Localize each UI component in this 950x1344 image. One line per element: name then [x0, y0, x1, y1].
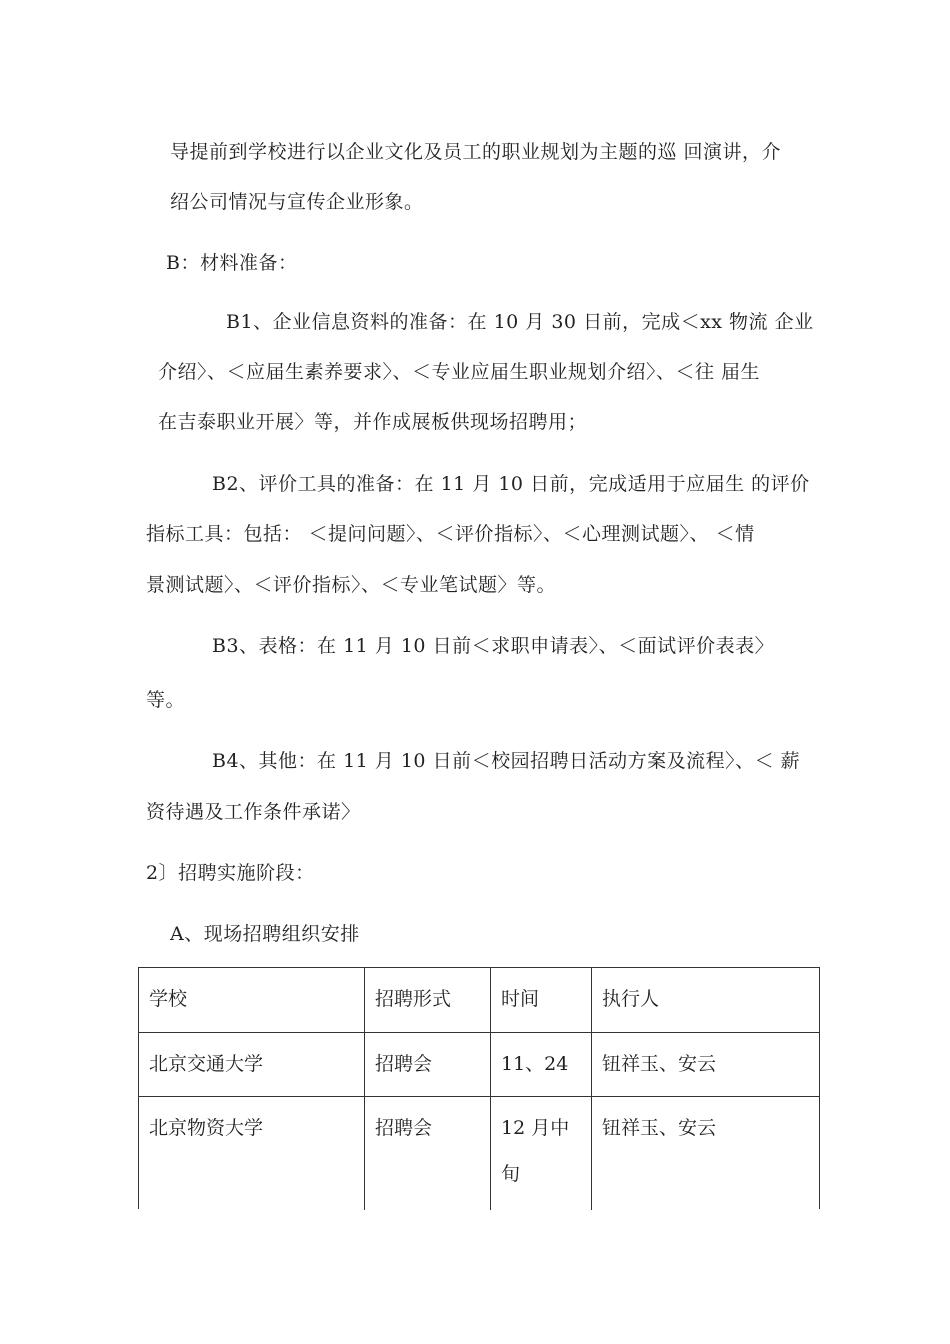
paragraph-line: B4、其他：在 11 月 10 日前＜校园招聘日活动方案及流程〉、＜ 薪: [212, 750, 801, 772]
section-heading: A、现场招聘组织安排: [170, 923, 360, 945]
paragraph-line: 介绍〉、＜应届生素养要求〉、＜专业应届生职业规划介绍〉、＜往 届生: [158, 361, 761, 383]
section-heading: 2〕招聘实施阶段：: [146, 862, 315, 884]
paragraph-line: B3、表格：在 11 月 10 日前＜求职申请表〉、＜面试评价表表〉: [212, 635, 775, 657]
paragraph-line: 等。: [146, 689, 186, 711]
table-row: [139, 1033, 819, 1097]
table-cell: 11、24: [490, 1033, 591, 1096]
section-heading: B：材料准备：: [166, 252, 298, 274]
paragraph-line: 指标工具：包括： ＜提问问题〉、＜评价指标〉、＜心理测试题〉、 ＜情: [146, 523, 755, 545]
paragraph-line: 资待遇及工作条件承诺〉: [146, 801, 361, 823]
paragraph-line: 导提前到学校进行以企业文化及员工的职业规划为主题的巡 回演讲，介: [170, 141, 782, 163]
table-cell: 12 月中旬: [490, 1097, 591, 1210]
table-cell: 招聘会: [364, 1097, 490, 1210]
paragraph-line: B2、评价工具的准备：在 11 月 10 日前，完成适用于应届生 的评价: [212, 473, 810, 495]
table-cell: 钮祥玉、安云: [591, 1033, 819, 1096]
table-row: [139, 1097, 819, 1210]
table-header-cell: 执行人: [591, 968, 819, 1032]
table-cell: 北京物资大学: [149, 1117, 264, 1139]
table-header-cell: 招聘形式: [364, 968, 490, 1032]
table-header-row: [139, 968, 819, 1033]
table-cell: 钮祥玉、安云: [591, 1097, 819, 1210]
paragraph-line: 景测试题〉、＜评价指标〉、＜专业笔试题〉等。: [146, 574, 557, 596]
table-cell: 北京交通大学: [149, 1053, 264, 1075]
table-header-cell: 时间: [490, 968, 591, 1032]
paragraph-line: B1、企业信息资料的准备：在 10 月 30 日前，完成＜xx 物流 企业: [226, 311, 814, 333]
table-cell: 招聘会: [364, 1033, 490, 1096]
recruitment-schedule-table: [138, 967, 820, 1209]
paragraph-line: 在吉泰职业开展〉等，并作成展板供现场招聘用；: [158, 411, 588, 433]
table-header-cell: 学校: [149, 988, 188, 1010]
paragraph-line: 绍公司情况与宣传企业形象。: [170, 191, 424, 213]
